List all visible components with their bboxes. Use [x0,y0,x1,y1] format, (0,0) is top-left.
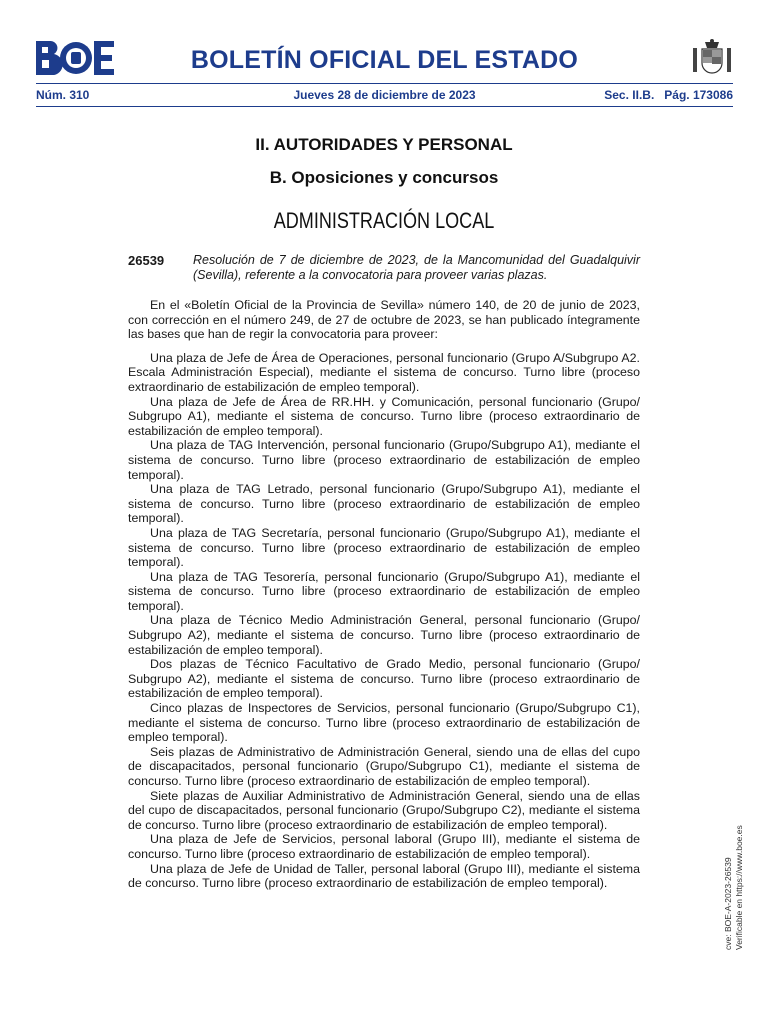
list-item: Una plaza de TAG Secretaría, personal funcionario (Grupo/Subgrupo A1), mediante el sistema de concurso. Turno libre (proceso extraordinario de estabilización de empleo temporal). [128,525,640,570]
subsection-title: B. Oposiciones y concursos [269,168,499,187]
issue-info [36,88,733,104]
header-rule [36,83,733,84]
section-page: Sec. II.B. Pág. 173086 [604,88,733,102]
list-item: Una plaza de TAG Letrado, personal funcionario (Grupo/Subgrupo A1), mediante el sistema de concurso. Turno libre (proceso extraordinario de estabilización de empleo temporal). [128,482,640,526]
list-item: Una plaza de Jefe de Área de RR.HH. y Comunicación, personal funcionario (Grupo/ Subgrupo A1), mediante el sistema de concurso. Turno libre (proceso extraordinario de estabilización de empleo temporal). [128,394,640,438]
list-item: Una plaza de TAG Tesorería, personal funcionario (Grupo/Subgrupo A1), mediante el sistema de concurso. Turno libre (proceso extraordinario de estabilización de empleo temporal). [128,569,640,613]
list-item: Una plaza de Técnico Medio Administración General, personal funcionario (Grupo/ Subgrupo A2), mediante el sistema de concurso. Turno libre (proceso extraordinario de estabilización de empleo temporal). [128,613,640,657]
list-item: Una plaza de Jefe de Servicios, personal laboral (Grupo III), mediante el sistema de concurso. Turno libre (proceso extraordinario de estabilización de empleo temporal). [128,832,640,861]
issue-date: Jueves 28 de diciembre de 2023 [293,88,476,102]
masthead [36,38,733,82]
verify-link[interactable]: Verificable en https://www.boe.es [734,825,744,950]
list-item: Una plaza de TAG Intervención, personal funcionario (Grupo/Subgrupo A1), mediante el sistema de concurso. Turno libre (proceso extraordinario de estabilización de empleo temporal). [128,438,640,482]
coat-of-arms-icon [691,38,733,78]
document-body [128,298,640,891]
list-item: Una plaza de Jefe de Unidad de Taller, personal laboral (Grupo III), mediante el sistema de concurso. Turno libre (proceso extraordinario de estabilización de empleo temporal). [128,861,640,891]
bulletin-title: BOLETÍN OFICIAL DEL ESTADO [190,46,579,74]
intro-paragraph: En el «Boletín Oficial de la Provincia de Sevilla» número 140, de 20 de junio de 2023, con corrección en el número 249, de 27 de octubre de 2023, se han publicado íntegramente las bases que han de regir la convocatoria para proveer: [128,298,640,342]
section-title: II. AUTORIDADES Y PERSONAL [255,135,513,154]
verification-note [723,810,753,950]
list-item: Siete plazas de Auxiliar Administrativo de Administración General, siendo una de ellas del cupo de discapacitados, personal funcionario (Grupo/Subgrupo C2), mediante el sistema de concurso. Turno libre (proceso extraordinario de estabilización de empleo temporal). [128,788,640,832]
list-item: Dos plazas de Técnico Facultativo de Grado Medio, personal funcionario (Grupo/ Subgrupo A2), mediante el sistema de concurso. Turno libre (proceso extraordinario de estabilización de empleo temporal). [128,657,640,701]
administration-heading: ADMINISTRACIÓN LOCAL [273,208,495,233]
list-item: Cinco plazas de Inspectores de Servicios, personal funcionario (Grupo/Subgrupo C1), mediante el sistema de concurso. Turno libre (proceso extraordinario de estabilización de empleo temporal). [128,701,640,745]
issue-number: Núm. 310 [36,88,90,102]
resolution-number: 26539 [128,253,165,268]
header-rule-bottom [36,106,733,107]
list-item: Seis plazas de Administrativo de Administración General, siendo una de ellas del cupo de discapacitados, personal funcionario (Grupo/Subgrupo C1), mediante el sistema de concurso. Turno libre (proceso extraordinario de estabilización de empleo temporal). [128,744,640,788]
resolution-title: Resolución de 7 de diciembre de 2023, de la Mancomunidad del Guadalquivir (Sevilla), referente a la convocatoria para proveer varias plazas. [193,253,640,282]
cve-code: cve: BOE-A-2023-26539 [723,857,733,950]
list-item: Una plaza de Jefe de Área de Operaciones, personal funcionario (Grupo A/Subgrupo A2. Escala Administración Especial), mediante el sistema de concurso. Turno libre (proceso extraordinario de estabilización de empleo temporal). [128,350,640,394]
